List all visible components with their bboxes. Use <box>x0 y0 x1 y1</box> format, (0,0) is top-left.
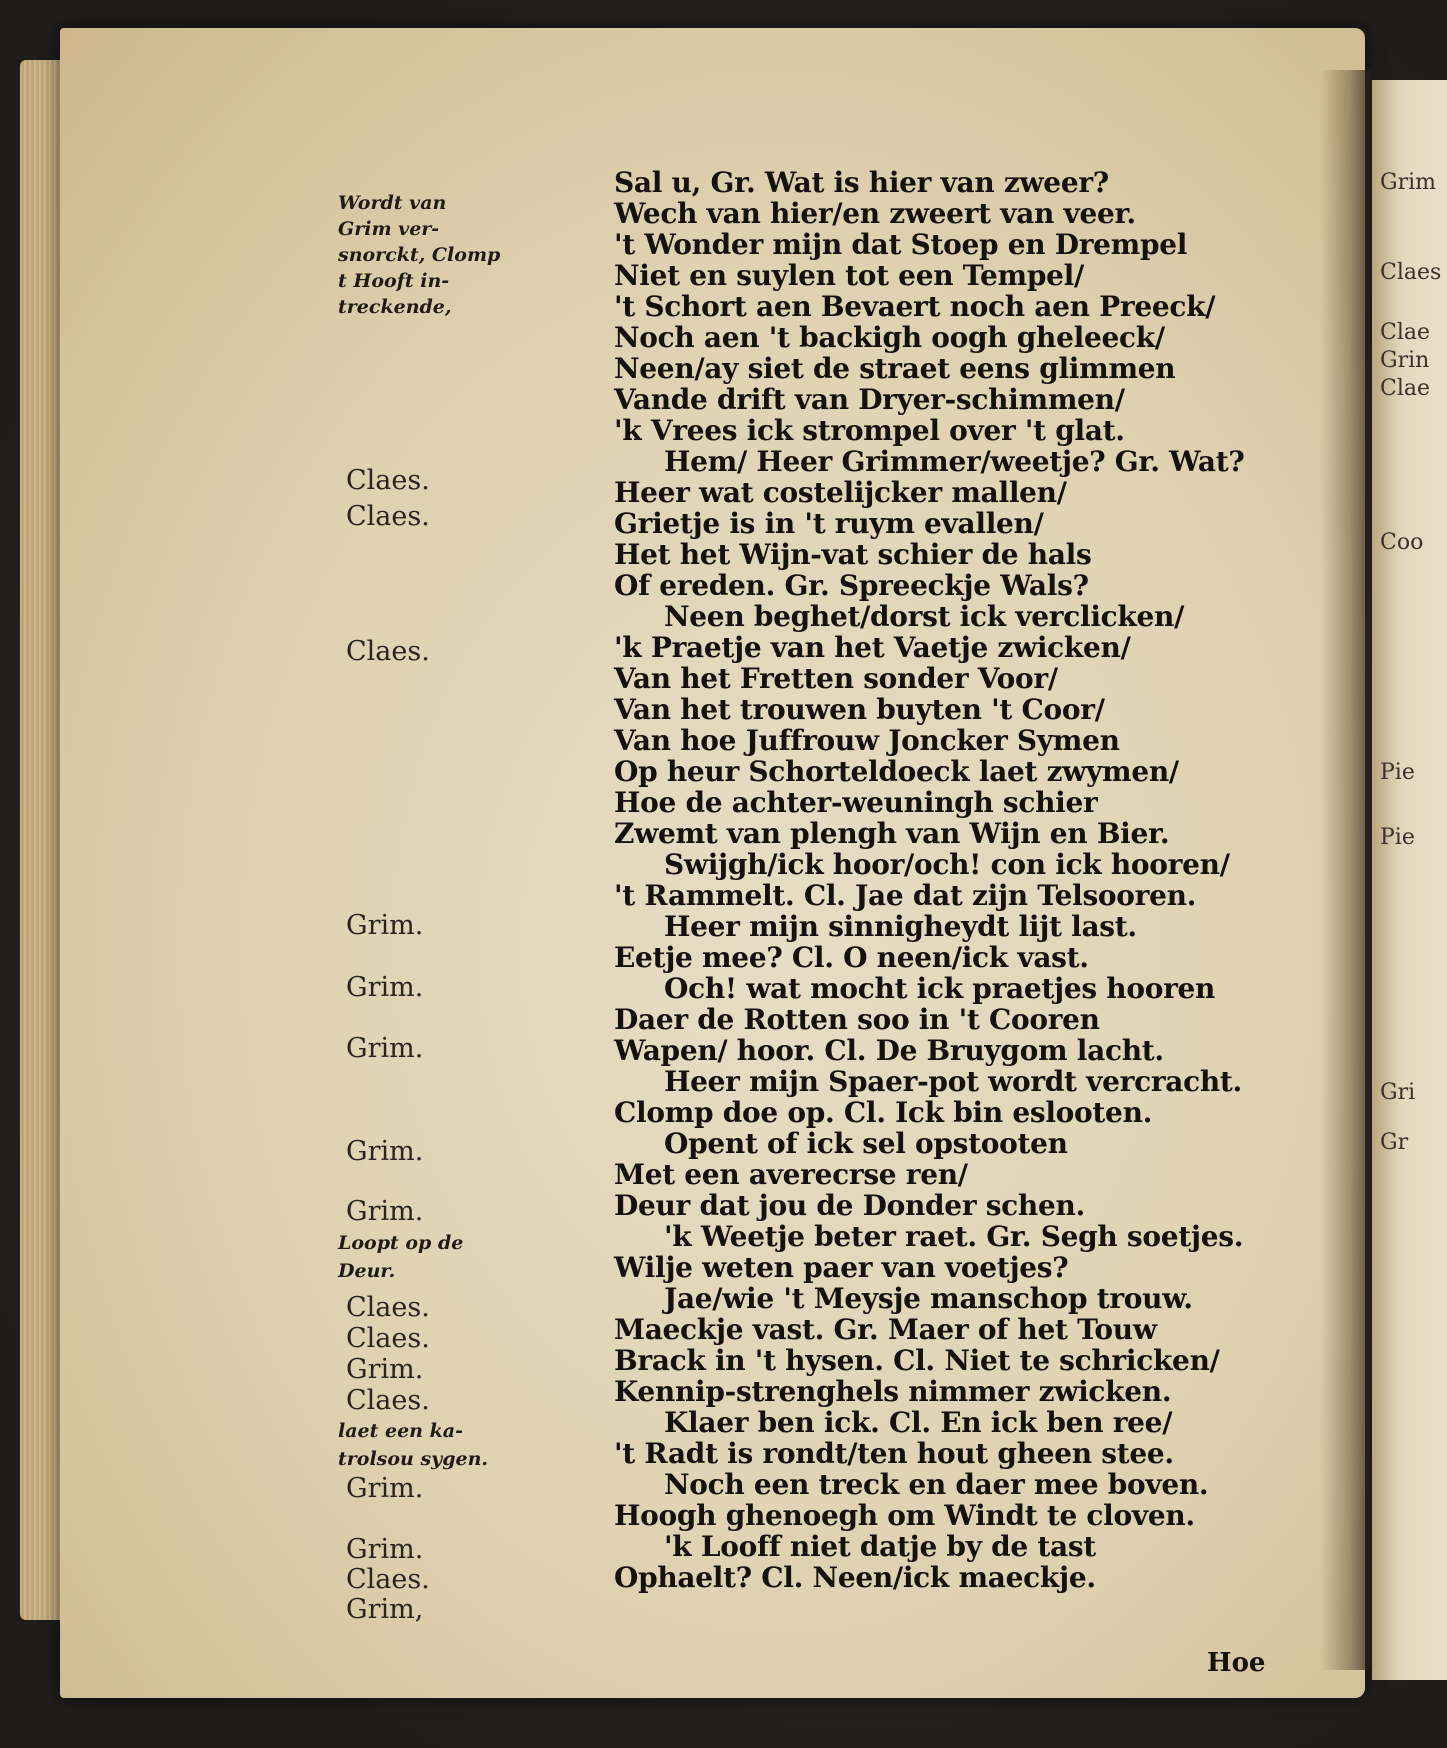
speaker-label: Claes. <box>346 465 430 496</box>
verse-line: Och! wat mocht ick praetjes hooren <box>664 972 1216 1005</box>
facing-page-fragment: Gr <box>1380 1130 1409 1155</box>
speaker-label: Grim. <box>346 1136 424 1167</box>
verse-line: Hem/ Heer Grimmer/weetje? Gr. Wat? <box>664 445 1245 478</box>
verse-line: 't Rammelt. Cl. Jae dat zijn Telsooren. <box>614 879 1197 912</box>
verse-line: 't Wonder mijn dat Stoep en Drempel <box>614 228 1188 261</box>
verse-line: Of ereden. Gr. Spreeckje Wals? <box>614 569 1089 602</box>
stage-direction: laet een ka- <box>338 1420 463 1442</box>
speaker-label: Grim, <box>346 1594 424 1625</box>
verse-line: Heer wat costelijcker mallen/ <box>614 476 1067 509</box>
stage-direction: Wordt van <box>338 192 447 214</box>
verse-line: Vande drift van Dryer-schimmen/ <box>614 383 1125 416</box>
verse-line: Brack in 't hysen. Cl. Niet te schricken/ <box>614 1344 1220 1377</box>
verse-line: Grietje is in 't ruym evallen/ <box>614 507 1044 540</box>
speaker-label: Grim. <box>346 1473 424 1504</box>
facing-page-fragment: Clae <box>1380 320 1431 345</box>
speaker-label: Claes. <box>346 501 430 532</box>
verse-line: Wilje weten paer van voetjes? <box>614 1251 1069 1284</box>
speaker-label: Grim. <box>346 910 424 941</box>
verse-line: 'k Looff niet datje by de tast <box>664 1530 1096 1563</box>
speaker-label: Claes. <box>346 1385 430 1416</box>
facing-page-edge <box>1372 80 1447 1680</box>
verse-line: Neen/ay siet de straet eens glimmen <box>614 352 1176 385</box>
speaker-label: Grim. <box>346 1534 424 1565</box>
verse-line: Kennip-strenghels nimmer zwicken. <box>614 1375 1172 1408</box>
speaker-label: Claes. <box>346 1323 430 1354</box>
verse-line: Ophaelt? Cl. Neen/ick maeckje. <box>614 1561 1096 1594</box>
verse-line: Heer mijn Spaer-pot wordt vercracht. <box>664 1065 1243 1098</box>
facing-page-fragment: Coo <box>1380 530 1424 555</box>
facing-page-fragment: Pie <box>1380 825 1415 850</box>
verse-line: Maeckje vast. Gr. Maer of het Touw <box>614 1313 1157 1346</box>
verse-line: Noch een treck en daer mee boven. <box>664 1468 1209 1501</box>
verse-line: Niet en suylen tot een Tempel/ <box>614 259 1084 292</box>
verse-line: Hoe de achter-weuningh schier <box>614 786 1098 819</box>
verse-line: Het het Wijn-vat schier de hals <box>614 538 1092 571</box>
verse-line: Clomp doe op. Cl. Ick bin eslooten. <box>614 1096 1153 1129</box>
verse-line: Klaer ben ick. Cl. En ick ben ree/ <box>664 1406 1173 1439</box>
stage-direction: treckende, <box>338 296 452 318</box>
speaker-label: Grim. <box>346 1033 424 1064</box>
verse-line: 't Radt is rondt/ten hout gheen stee. <box>614 1437 1174 1470</box>
verse-line: Van het trouwen buyten 't Coor/ <box>614 693 1105 726</box>
verse-line: Daer de Rotten soo in 't Cooren <box>614 1003 1100 1036</box>
verse-line: 'k Vrees ick strompel over 't glat. <box>614 414 1125 447</box>
stage-direction: Deur. <box>338 1260 396 1282</box>
verse-line: 'k Weetje beter raet. Gr. Segh soetjes. <box>664 1220 1244 1253</box>
verse-line: Eetje mee? Cl. O neen/ick vast. <box>614 941 1089 974</box>
facing-page-fragment: Grim <box>1380 170 1436 195</box>
speaker-label: Grim. <box>346 1196 424 1227</box>
verse-line: Sal u, Gr. Wat is hier van zweer? <box>614 166 1109 199</box>
facing-page-fragment: Claes <box>1380 260 1442 285</box>
verse-line: Swijgh/ick hoor/och! con ick hooren/ <box>664 848 1230 881</box>
verse-line: 't Schort aen Bevaert noch aen Preeck/ <box>614 290 1216 323</box>
verse-line: Zwemt van plengh van Wijn en Bier. <box>614 817 1170 850</box>
verse-line: Van hoe Juffrouw Joncker Symen <box>614 724 1120 757</box>
verse-line: Met een averecrse ren/ <box>614 1158 968 1191</box>
verse-line: Wapen/ hoor. Cl. De Bruygom lacht. <box>614 1034 1164 1067</box>
verse-line: Heer mijn sinnigheydt lijt last. <box>664 910 1137 943</box>
verse-line: Hoogh ghenoegh om Windt te cloven. <box>614 1499 1195 1532</box>
stage-direction: trolsou sygen. <box>338 1448 489 1470</box>
verse-line: Van het Fretten sonder Voor/ <box>614 662 1058 695</box>
verse-line: Jae/wie 't Meysje manschop trouw. <box>664 1282 1193 1315</box>
speaker-label: Claes. <box>346 636 430 667</box>
stage-direction: snorckt, Clomp <box>338 244 501 266</box>
verse-line: Neen beghet/dorst ick verclicken/ <box>664 600 1185 633</box>
facing-page-fragment: Gri <box>1380 1080 1416 1105</box>
speaker-label: Claes. <box>346 1292 430 1323</box>
verse-line: 'k Praetje van het Vaetje zwicken/ <box>614 631 1131 664</box>
stage-direction: t Hooft in- <box>338 270 450 292</box>
speaker-label: Grim. <box>346 1354 424 1385</box>
catchword: Hoe <box>1207 1648 1266 1678</box>
stage-direction: Grim ver- <box>338 218 440 240</box>
verse-line: Op heur Schorteldoeck laet zwymen/ <box>614 755 1179 788</box>
facing-page-fragment: Pie <box>1380 760 1415 785</box>
verse-line: Wech van hier/en zweert van veer. <box>614 197 1136 230</box>
verse-line: Noch aen 't backigh oogh gheleeck/ <box>614 321 1165 354</box>
speaker-label: Claes. <box>346 1564 430 1595</box>
book-gutter <box>1320 70 1370 1670</box>
facing-page-fragment: Grin <box>1380 348 1430 373</box>
stage-direction: Loopt op de <box>338 1232 464 1254</box>
speaker-label: Grim. <box>346 972 424 1003</box>
verse-line: Opent of ick sel opstooten <box>664 1127 1068 1160</box>
facing-page-fragment: Clae <box>1380 376 1431 401</box>
verse-line: Deur dat jou de Donder schen. <box>614 1189 1086 1222</box>
